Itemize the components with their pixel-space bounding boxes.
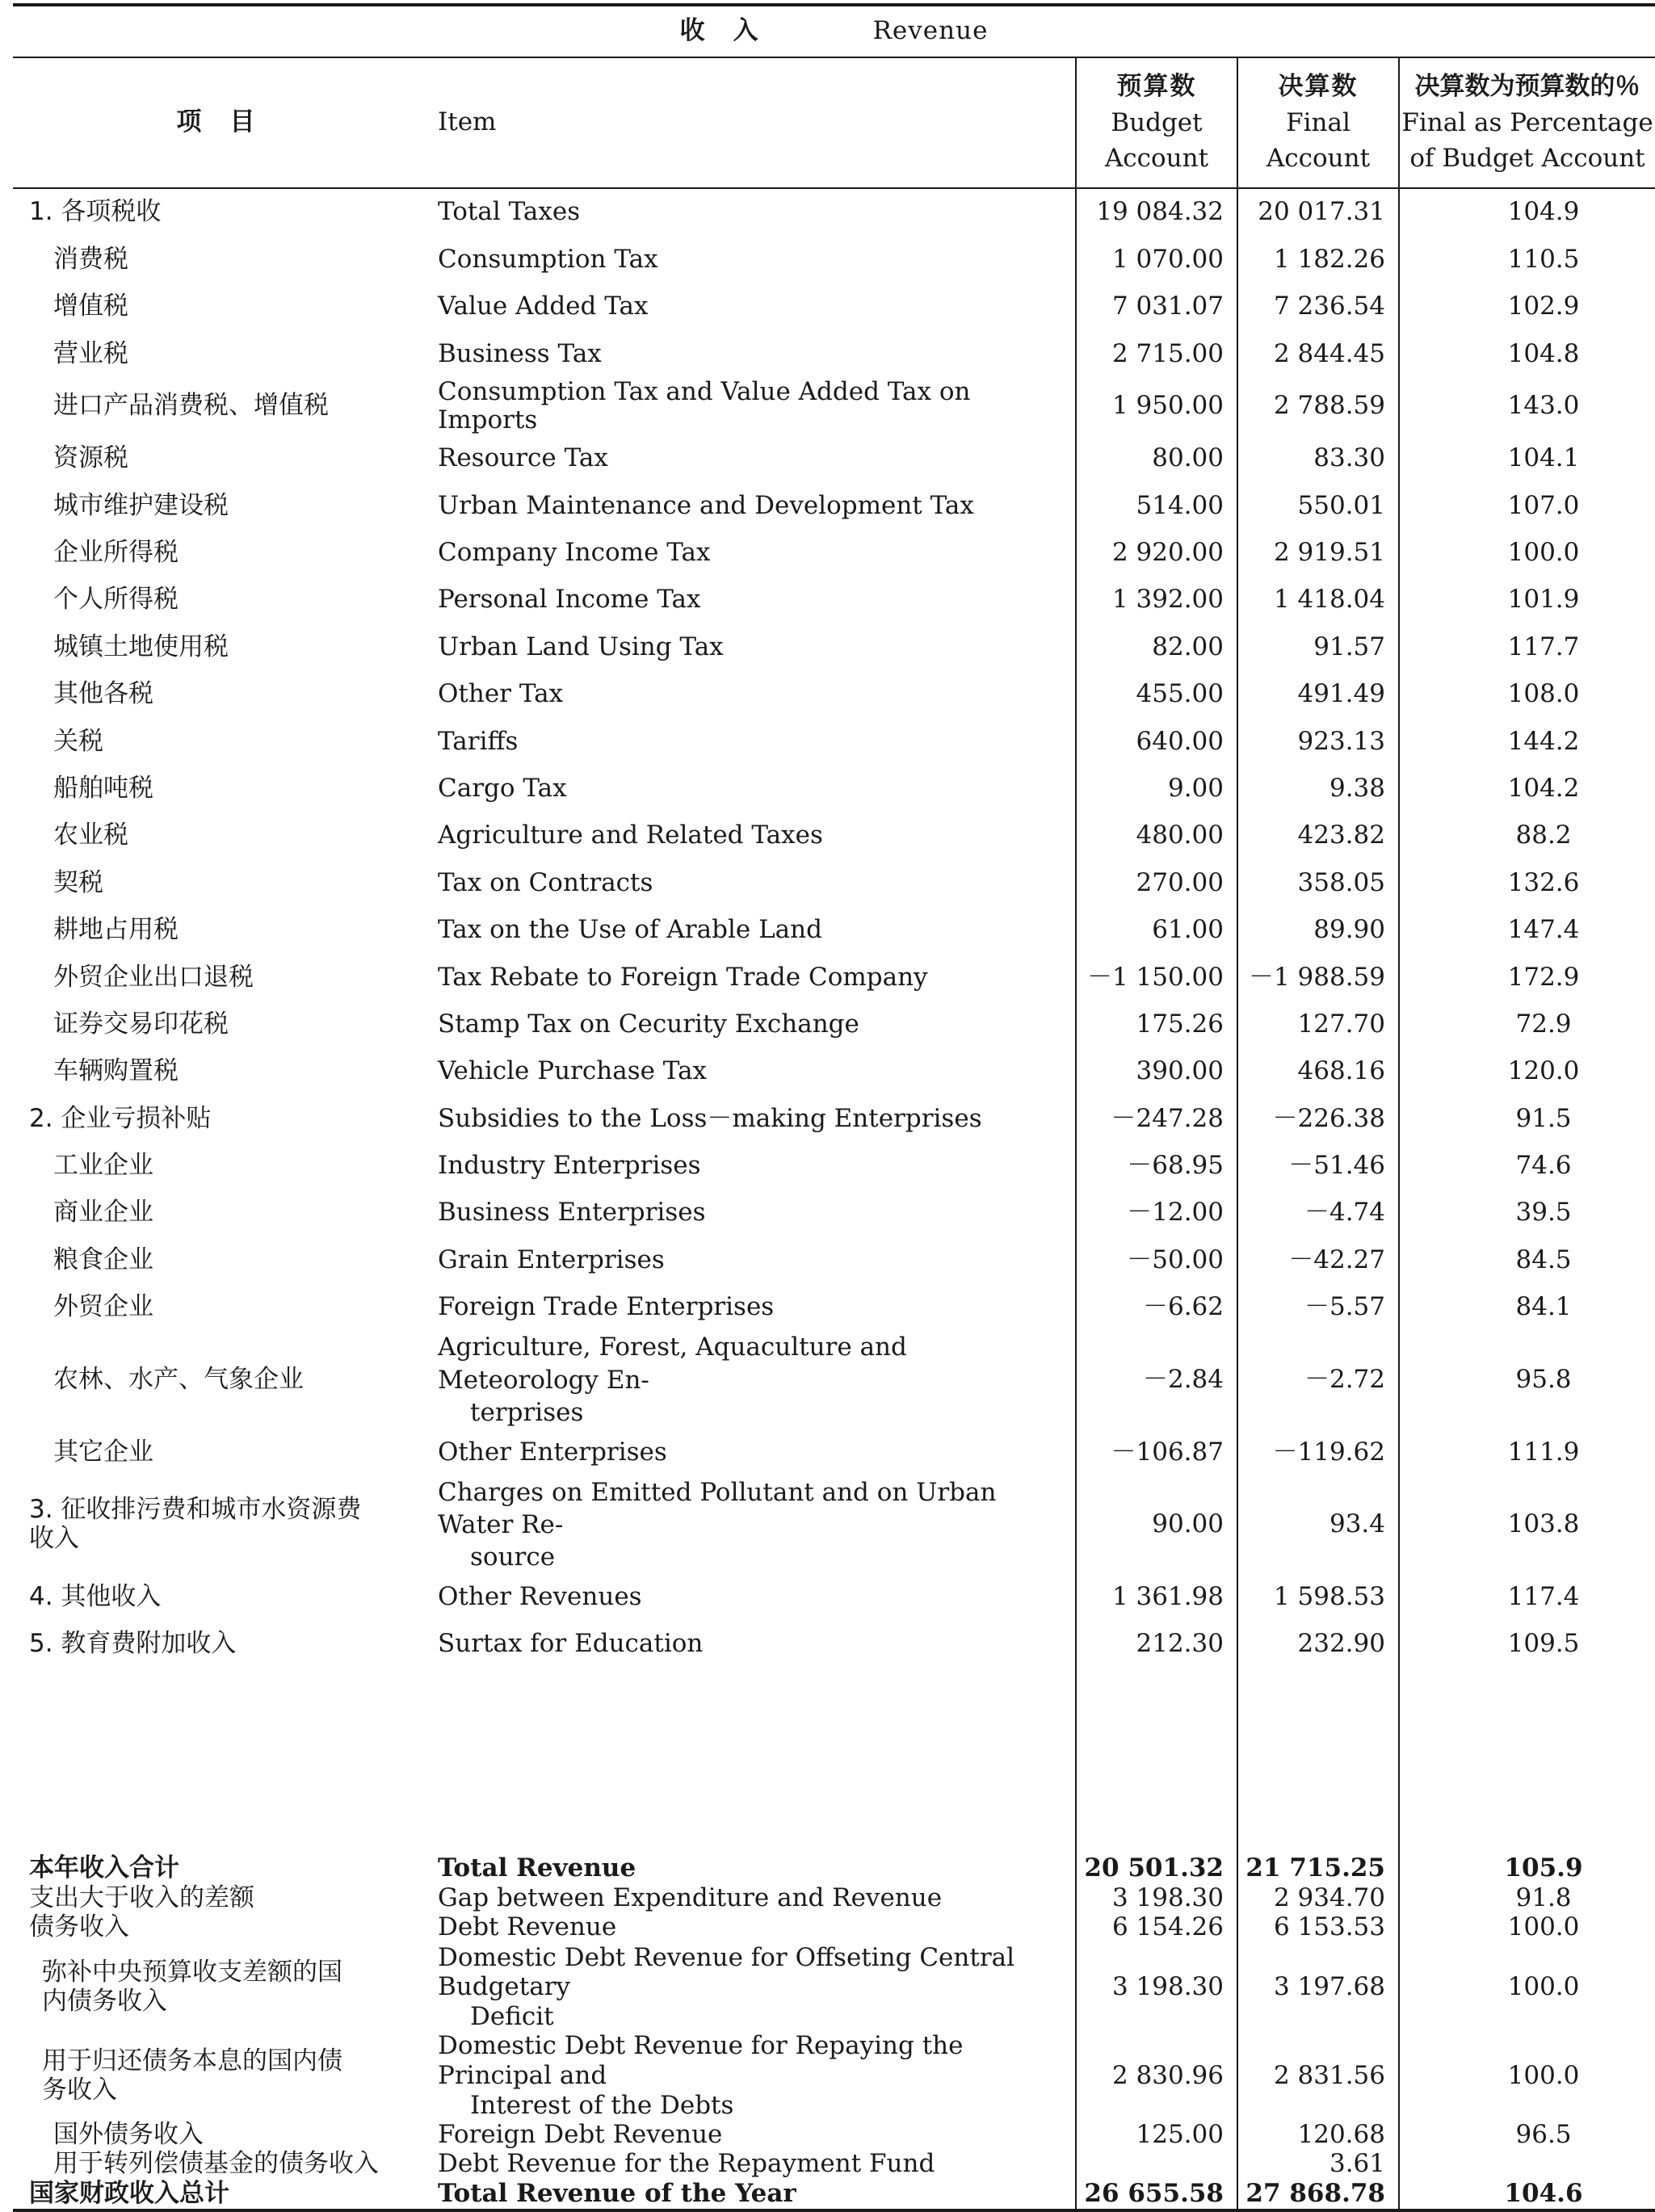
total-percentage-value: 100.0	[1399, 2031, 1655, 2120]
final-value: 7 236.54	[1237, 283, 1399, 330]
item-en: Business Tax	[438, 338, 602, 368]
item-en: Consumption Tax and Value Added Tax on Imports	[438, 376, 971, 435]
budget-value: 390.00	[1076, 1048, 1237, 1095]
final-value: 1 598.53	[1237, 1573, 1399, 1620]
item-en: Other Enterprises	[438, 1437, 667, 1467]
total-budget-value	[1076, 2150, 1237, 2180]
total-row	[13, 1943, 1655, 2032]
total-budget-value: 3 198.30	[1076, 1943, 1237, 2032]
final-value: 468.16	[1237, 1048, 1399, 1095]
budget-value: －50.00	[1076, 1236, 1237, 1283]
budget-value: 212.30	[1076, 1621, 1237, 1668]
final-value: 93.4	[1237, 1476, 1399, 1574]
total-item-cn: 用于转列偿债基金的债务收入	[53, 2149, 379, 2179]
budget-value: 90.00	[1076, 1476, 1237, 1574]
percentage-value: 100.0	[1399, 530, 1655, 577]
total-budget-value: 20 501.32	[1076, 1853, 1237, 1883]
percentage-value: 103.8	[1399, 1476, 1655, 1574]
item-cn: 证券交易印花税	[53, 1009, 229, 1039]
total-item-cn: 支出大于收入的差额	[29, 1883, 254, 1912]
budget-value: 175.26	[1076, 1001, 1237, 1048]
total-item-en: Domestic Debt Revenue for Offseting Central Budgetary Deficit	[438, 1942, 1015, 2031]
final-value: 923.13	[1237, 718, 1399, 765]
item-en: Foreign Trade Enterprises	[438, 1292, 775, 1322]
item-cn: 关税	[53, 726, 103, 756]
item-en: Vehicle Purchase Tax	[438, 1056, 708, 1086]
item-cn: 船舶吨税	[53, 773, 153, 803]
total-percentage-value: 91.8	[1399, 1883, 1655, 1913]
percentage-value: 111.9	[1399, 1429, 1655, 1475]
header-item-en: Item	[420, 57, 1076, 188]
budget-value: 19 084.32	[1076, 188, 1237, 236]
final-value: 550.01	[1237, 482, 1399, 529]
percentage-value: 102.9	[1399, 283, 1655, 330]
item-en: Tax Rebate to Foreign Trade Company	[438, 962, 928, 992]
item-cn: 消费税	[53, 244, 128, 274]
item-en: Total Taxes	[438, 197, 581, 227]
final-value: 127.70	[1237, 1001, 1399, 1048]
total-row	[13, 2180, 1655, 2211]
total-item-cn: 本年收入合计	[29, 1853, 179, 1883]
final-value: 1 418.04	[1237, 577, 1399, 623]
total-row	[13, 2120, 1655, 2150]
percentage-value: 104.2	[1399, 766, 1655, 812]
percentage-value: 101.9	[1399, 577, 1655, 623]
total-budget-value: 3 198.30	[1076, 1883, 1237, 1913]
total-final-value: 27 868.78	[1237, 2180, 1399, 2211]
item-cn: 粮食企业	[53, 1245, 153, 1274]
table-row	[13, 623, 1655, 670]
item-cn: 工业企业	[53, 1151, 153, 1181]
percentage-value: 120.0	[1399, 1048, 1655, 1095]
total-percentage-value	[1399, 2150, 1655, 2180]
percentage-value: 104.8	[1399, 330, 1655, 377]
revenue-document	[13, 3, 1655, 2212]
table-row	[13, 766, 1655, 812]
budget-value: 61.00	[1076, 907, 1237, 954]
final-value: 89.90	[1237, 907, 1399, 954]
item-cn: 营业税	[53, 338, 128, 368]
table-row	[13, 954, 1655, 1001]
item-en: Agriculture, Forest, Aquaculture and Meteorology En- terprises	[438, 1333, 907, 1427]
item-en: Grain Enterprises	[438, 1245, 665, 1274]
total-row	[13, 1853, 1655, 1883]
total-item-cn: 国家财政收入总计	[13, 2180, 420, 2211]
percentage-value: 107.0	[1399, 482, 1655, 529]
final-value: 491.49	[1237, 671, 1399, 718]
item-cn: 城市维护建设税	[53, 490, 229, 520]
title-en: Revenue	[872, 16, 989, 46]
item-cn: 其它企业	[53, 1437, 153, 1467]
percentage-value: 117.7	[1399, 623, 1655, 670]
header-final: 决算数 Final Account	[1237, 57, 1399, 188]
item-cn: 5. 教育费附加收入	[29, 1629, 237, 1659]
total-percentage-value: 105.9	[1399, 1853, 1655, 1883]
total-final-value: 120.68	[1237, 2120, 1399, 2150]
item-en: Industry Enterprises	[438, 1151, 701, 1181]
final-value: 2 844.45	[1237, 330, 1399, 377]
total-percentage-value: 100.0	[1399, 1943, 1655, 2032]
header-budget: 预算数 Budget Account	[1076, 57, 1237, 188]
budget-value: －106.87	[1076, 1429, 1237, 1475]
item-en: Agriculture and Related Taxes	[438, 821, 823, 850]
final-value: 358.05	[1237, 859, 1399, 906]
table-row	[13, 330, 1655, 377]
budget-value: 1 392.00	[1076, 577, 1237, 623]
total-item-en: Total Revenue of the Year	[420, 2180, 1076, 2211]
table-row	[13, 236, 1655, 283]
total-final-value: 2 831.56	[1237, 2031, 1399, 2120]
table-row	[13, 1429, 1655, 1475]
percentage-value: 108.0	[1399, 671, 1655, 718]
percentage-value: 104.9	[1399, 188, 1655, 236]
total-percentage-value: 100.0	[1399, 1913, 1655, 1943]
table-row	[13, 1048, 1655, 1095]
table-row	[13, 1143, 1655, 1190]
item-cn: 3. 征收排污费和城市水资源费 收入	[29, 1495, 362, 1553]
percentage-value: 91.5	[1399, 1095, 1655, 1142]
budget-value: 1 950.00	[1076, 378, 1237, 435]
percentage-value: 110.5	[1399, 236, 1655, 283]
budget-value: 7 031.07	[1076, 283, 1237, 330]
table-row	[13, 530, 1655, 577]
budget-value: 480.00	[1076, 812, 1237, 859]
budget-value: 82.00	[1076, 623, 1237, 670]
total-item-en: Domestic Debt Revenue for Repaying the Principal and Interest of the Debts	[438, 2031, 964, 2120]
item-en: Urban Land Using Tax	[438, 632, 724, 661]
budget-value: 640.00	[1076, 718, 1237, 765]
percentage-value: 117.4	[1399, 1573, 1655, 1620]
total-final-value: 21 715.25	[1237, 1853, 1399, 1883]
final-value: 91.57	[1237, 623, 1399, 670]
item-en: Tax on Contracts	[438, 867, 653, 897]
item-cn: 个人所得税	[53, 585, 179, 615]
final-value: －4.74	[1237, 1190, 1399, 1236]
item-en: Tax on the Use of Arable Land	[438, 915, 822, 945]
total-item-cn: 债务收入	[29, 1912, 129, 1942]
budget-value: 514.00	[1076, 482, 1237, 529]
table-row	[13, 1236, 1655, 1283]
item-en: Other Revenues	[438, 1581, 642, 1611]
total-row	[13, 1913, 1655, 1943]
spacer-row	[13, 1668, 1655, 1853]
percentage-value: 109.5	[1399, 1621, 1655, 1668]
item-cn: 契税	[53, 867, 103, 897]
percentage-value: 84.1	[1399, 1284, 1655, 1331]
table-title	[13, 5, 1655, 57]
percentage-value: 95.8	[1399, 1331, 1655, 1429]
budget-value: －6.62	[1076, 1284, 1237, 1331]
total-final-value: 6 153.53	[1237, 1913, 1399, 1943]
total-item-cn: 用于归还债务本息的国内债 务收入	[42, 2046, 342, 2105]
percentage-value: 84.5	[1399, 1236, 1655, 1283]
table-row	[13, 1621, 1655, 1668]
item-cn: 1. 各项税收	[29, 197, 162, 227]
final-value: 20 017.31	[1237, 188, 1399, 236]
table-row	[13, 1476, 1655, 1574]
table-row	[13, 482, 1655, 529]
table-row	[13, 1190, 1655, 1236]
table-row	[13, 907, 1655, 954]
table-row	[13, 188, 1655, 236]
total-percentage-value: 104.6	[1399, 2180, 1655, 2211]
budget-value: 1 361.98	[1076, 1573, 1237, 1620]
percentage-value: 144.2	[1399, 718, 1655, 765]
table-row	[13, 1001, 1655, 1048]
total-percentage-value: 96.5	[1399, 2120, 1655, 2150]
total-budget-value: 125.00	[1076, 2120, 1237, 2150]
item-en: Tariffs	[438, 726, 519, 756]
item-en: Value Added Tax	[438, 292, 649, 321]
final-value: －2.72	[1237, 1331, 1399, 1429]
header-percentage: 决算数为预算数的％ Final as Percentage of Budget Account	[1399, 57, 1655, 188]
header-item-cn: 项 目	[13, 57, 420, 188]
item-en: Cargo Tax	[438, 773, 567, 803]
total-item-cn: 弥补中央预算收支差额的国 内债务收入	[42, 1957, 342, 2017]
item-cn: 4. 其他收入	[29, 1581, 162, 1611]
total-row	[13, 1883, 1655, 1913]
final-value: 232.90	[1237, 1621, 1399, 1668]
total-budget-value: 2 830.96	[1076, 2031, 1237, 2120]
total-budget-value: 26 655.58	[1076, 2180, 1237, 2211]
final-value: －51.46	[1237, 1143, 1399, 1190]
total-row	[13, 2031, 1655, 2120]
item-cn: 2. 企业亏损补贴	[29, 1103, 212, 1133]
table-row	[13, 378, 1655, 435]
total-item-en: Foreign Debt Revenue	[438, 2119, 723, 2149]
item-en: Stamp Tax on Cecurity Exchange	[438, 1009, 859, 1039]
item-en: Charges on Emitted Pollutant and on Urban Water Re- source	[438, 1477, 997, 1572]
item-cn: 增值税	[53, 292, 128, 321]
budget-value: －1 150.00	[1076, 954, 1237, 1001]
total-item-en: Gap between Expenditure and Revenue	[438, 1883, 943, 1912]
final-value: 423.82	[1237, 812, 1399, 859]
table-row	[13, 1095, 1655, 1142]
total-budget-value: 6 154.26	[1076, 1913, 1237, 1943]
revenue-table	[13, 3, 1655, 2212]
item-en: Business Enterprises	[438, 1198, 706, 1228]
budget-value: 9.00	[1076, 766, 1237, 812]
item-cn: 其他各税	[53, 679, 153, 709]
item-en: Company Income Tax	[438, 538, 711, 567]
item-cn: 农业税	[53, 821, 128, 850]
item-cn: 进口产品消费税、增值税	[53, 391, 329, 421]
table-row	[13, 435, 1655, 482]
percentage-value: 104.1	[1399, 435, 1655, 482]
total-item-en: Total Revenue	[438, 1853, 636, 1883]
item-cn: 外贸企业出口退税	[53, 962, 254, 992]
budget-value: －68.95	[1076, 1143, 1237, 1190]
budget-value: －12.00	[1076, 1190, 1237, 1236]
percentage-value: 88.2	[1399, 812, 1655, 859]
final-value: 2 919.51	[1237, 530, 1399, 577]
final-value: －42.27	[1237, 1236, 1399, 1283]
item-en: Other Tax	[438, 679, 564, 709]
item-cn: 耕地占用税	[53, 915, 179, 945]
table-row	[13, 283, 1655, 330]
total-row	[13, 2150, 1655, 2180]
budget-value: 270.00	[1076, 859, 1237, 906]
percentage-value: 72.9	[1399, 1001, 1655, 1048]
item-en: Urban Maintenance and Development Tax	[438, 490, 974, 520]
item-en: Personal Income Tax	[438, 585, 701, 615]
final-value: －119.62	[1237, 1429, 1399, 1475]
table-row	[13, 671, 1655, 718]
table-row	[13, 577, 1655, 623]
title-cn: 收 入	[679, 16, 760, 46]
final-value: 1 182.26	[1237, 236, 1399, 283]
item-en: Resource Tax	[438, 443, 608, 473]
table-header	[13, 57, 1655, 188]
table-row	[13, 859, 1655, 906]
percentage-value: 172.9	[1399, 954, 1655, 1001]
table-row	[13, 1573, 1655, 1620]
budget-value: 455.00	[1076, 671, 1237, 718]
total-final-value: 3.61	[1237, 2150, 1399, 2180]
item-cn: 城镇土地使用税	[53, 632, 229, 661]
total-item-en: Debt Revenue	[438, 1912, 617, 1942]
total-item-en: Debt Revenue for the Repayment Fund	[438, 2149, 935, 2179]
item-cn: 农林、水产、气象企业	[53, 1364, 304, 1394]
table-row	[13, 1284, 1655, 1331]
total-final-value: 3 197.68	[1237, 1943, 1399, 2032]
budget-value: －2.84	[1076, 1331, 1237, 1429]
final-value: －226.38	[1237, 1095, 1399, 1142]
budget-value: 80.00	[1076, 435, 1237, 482]
percentage-value: 143.0	[1399, 378, 1655, 435]
item-cn: 商业企业	[53, 1198, 153, 1228]
percentage-value: 74.6	[1399, 1143, 1655, 1190]
budget-value: －247.28	[1076, 1095, 1237, 1142]
final-value: －1 988.59	[1237, 954, 1399, 1001]
total-item-cn: 国外债务收入	[53, 2119, 204, 2149]
item-cn: 外贸企业	[53, 1292, 153, 1322]
item-cn: 企业所得税	[53, 538, 179, 567]
item-en: Surtax for Education	[438, 1629, 704, 1659]
final-value: －5.57	[1237, 1284, 1399, 1331]
budget-value: 2 715.00	[1076, 330, 1237, 377]
final-value: 83.30	[1237, 435, 1399, 482]
percentage-value: 147.4	[1399, 907, 1655, 954]
item-cn: 资源税	[53, 443, 128, 473]
percentage-value: 132.6	[1399, 859, 1655, 906]
final-value: 9.38	[1237, 766, 1399, 812]
total-final-value: 2 934.70	[1237, 1883, 1399, 1913]
budget-value: 1 070.00	[1076, 236, 1237, 283]
item-en: Subsidies to the Loss－making Enterprises	[438, 1103, 982, 1133]
table-row	[13, 718, 1655, 765]
budget-value: 2 920.00	[1076, 530, 1237, 577]
table-row	[13, 1331, 1655, 1429]
final-value: 2 788.59	[1237, 378, 1399, 435]
item-en: Consumption Tax	[438, 244, 658, 274]
table-row	[13, 812, 1655, 859]
item-cn: 车辆购置税	[53, 1056, 179, 1086]
percentage-value: 39.5	[1399, 1190, 1655, 1236]
